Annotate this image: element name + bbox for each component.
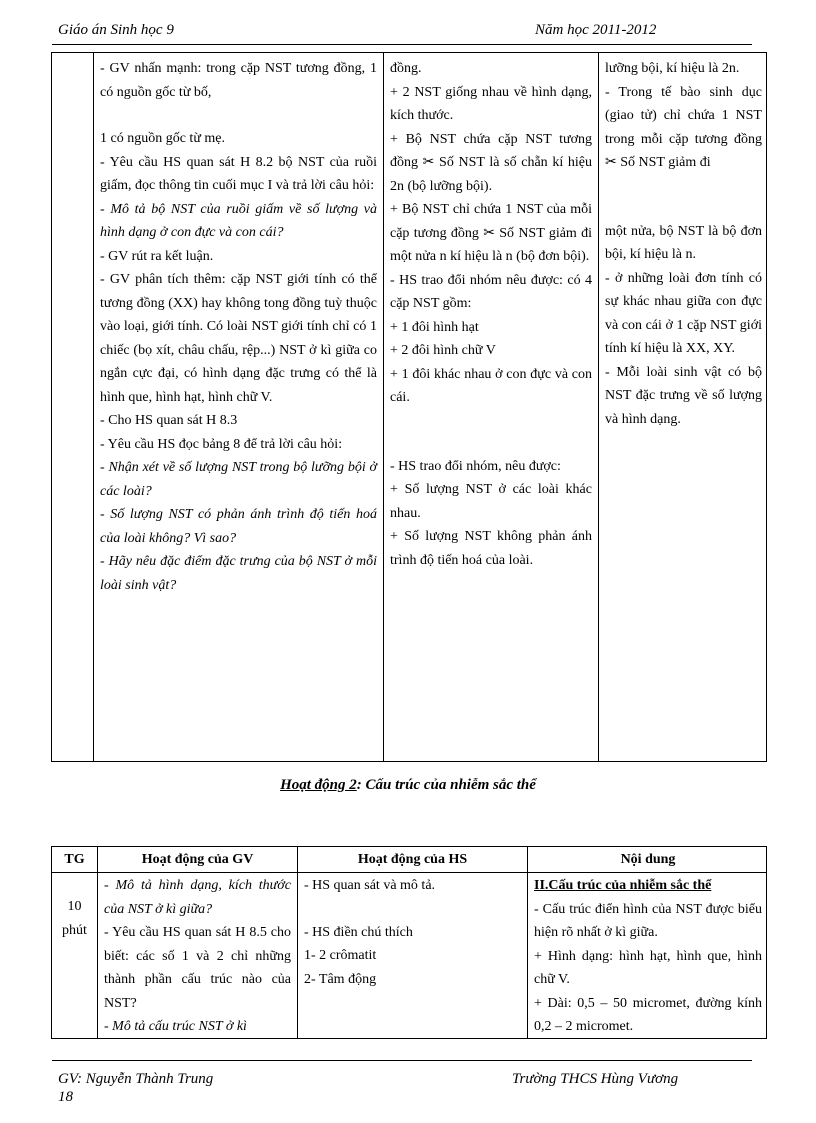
teacher-activity-column <box>94 53 384 761</box>
gv-text: - Cho HS quan sát H 8.3 <box>100 413 238 428</box>
header-hs: Hoạt động của HS <box>298 847 528 872</box>
nd-text: - ở những loài đơn tính có sự khác nhau giữa con đực và con cái ở 1 cặp NST giới tính kí hiệu là XX, XY. <box>605 270 762 356</box>
activity-2-table <box>51 846 767 1039</box>
header-school-year: Năm học 2011-2012 <box>535 22 657 38</box>
nd-cell <box>528 873 768 1038</box>
hs-text: + 2 NST giống nhau về hình dạng, kích thước. <box>390 84 592 123</box>
hs-cell <box>298 873 528 1038</box>
gv-text: - GV rút ra kết luận. <box>100 248 214 264</box>
nd-text: lưỡng bội, kí hiệu là 2n. <box>605 61 740 76</box>
hs-text: - HS điền chú thích <box>304 924 413 940</box>
nd-text: một nửa, bộ NST là bộ đơn bội, kí hiệu là n. <box>605 223 762 262</box>
page-header <box>52 20 752 45</box>
content-column <box>599 53 768 761</box>
hs-text: 2- Tâm động <box>304 971 377 987</box>
hs-text: + 1 đôi hình hạt <box>390 319 479 335</box>
tg-cell <box>52 873 98 1038</box>
lesson-table-continued <box>51 52 767 762</box>
section-heading: II.Cấu trúc của nhiễm sắc thể <box>534 878 712 893</box>
hs-text: + Bộ NST chỉ chứa 1 NST của mỗi cặp tương đồng ✂ Số NST giảm đi một nửa n kí hiệu là n (bộ đơn bội). <box>390 202 592 264</box>
hs-text: 1- 2 crômatit <box>304 948 377 963</box>
table-header-row <box>52 847 766 873</box>
nd-text: + Dài: 0,5 – 50 micromet, đường kính 0,2 – 2 micromet. <box>534 995 762 1034</box>
hs-text: - HS quan sát và mô tả. <box>304 878 436 893</box>
hs-text: + Số lượng NST ở các loài khác nhau. <box>390 482 592 521</box>
activity-2-name: : Cấu trúc của nhiễm sắc thể <box>356 777 536 793</box>
tg-value: 10 <box>67 899 82 914</box>
header-gv: Hoạt động của GV <box>98 847 298 872</box>
page-footer <box>52 1060 752 1087</box>
nd-text: - Mỗi loài sinh vật có bộ NST đặc trưng về số lượng và hình dạng. <box>605 364 762 427</box>
hs-text: + Bộ NST chứa cặp NST tương đồng ✂ Số NST là số chẵn kí hiệu 2n (bộ lưỡng bội). <box>390 131 592 194</box>
activity-2-title <box>0 777 816 794</box>
hs-text: - HS trao đổi nhóm, nêu được: <box>390 458 561 474</box>
gv-text: - Yêu cầu HS đọc bảng 8 để trả lời câu hỏi: <box>100 436 343 452</box>
nd-text: - Trong tế bào sinh dục (giao tử) chỉ chứa 1 NST trong mỗi cặp tương đồng ✂ Số NST giảm đi <box>605 84 762 170</box>
nd-text: - Cấu trúc điển hình của NST được biểu hiện rõ nhất ở kì giữa. <box>534 901 762 940</box>
page-number: 18 <box>58 1089 73 1105</box>
header-tg: TG <box>52 847 98 872</box>
gv-text: - GV nhấn mạnh: trong cặp NST tương đồng, 1 có nguồn gốc từ bố, <box>100 61 377 100</box>
header-subject: Giáo án Sinh học 9 <box>58 22 174 38</box>
hs-text: + 1 đôi khác nhau ở con đực và con cái. <box>390 366 592 405</box>
hs-text: - HS trao đổi nhóm nêu được: có 4 cặp NST gồm: <box>390 272 592 311</box>
student-activity-column <box>384 53 599 761</box>
gv-text: - GV phân tích thêm: cặp NST giới tính có thể tương đồng (XX) hay không tong đồng tuỳ thuộc vào loại, giới tính. Có loài NST giới tính chỉ có 1 chiếc (bọ xít, châu chấu, rệp...) NST ở kì giữa co ngắn cực đại, có hình dạng đặc trưng có thể là hình que, hình hạt, hình chữ V. <box>100 272 377 405</box>
gv-text: 1 có nguồn gốc từ mẹ. <box>100 131 226 146</box>
gv-text: - Yêu cầu HS quan sát H 8.5 cho biết: các số 1 và 2 chỉ những thành phần cấu trúc nào của NST? <box>104 925 291 1011</box>
footer-school: Trường THCS Hùng Vương <box>512 1071 679 1087</box>
table-body-row <box>52 873 766 1038</box>
gv-question: - Mô tả bộ NST của ruồi giấm về số lượng và hình dạng ở con đực và con cái? <box>100 201 377 240</box>
hs-text: + Số lượng NST không phản ánh trình độ tiến hoá của loài. <box>390 529 592 568</box>
gv-text: - Yêu cầu HS quan sát H 8.2 bộ NST của ruồi giấm, đọc thông tin cuối mục I và trả lời câu hỏi: <box>100 154 377 193</box>
gv-question: - Hãy nêu đặc điểm đặc trưng của bộ NST ở mỗi loài sinh vật? <box>100 554 377 593</box>
footer-teacher: GV: Nguyễn Thành Trung <box>58 1071 214 1087</box>
gv-question: - Số lượng NST có phản ánh trình độ tiến hoá của loài không? Vì sao? <box>100 507 377 546</box>
gv-cell <box>98 873 298 1038</box>
gv-question: - Mô tả hình dạng, kích thước của NST ở kì giữa? <box>104 878 291 917</box>
activity-2-label: Hoạt động 2 <box>280 777 357 793</box>
header-nd: Nội dung <box>620 852 676 867</box>
gv-question: - Mô tả cấu trúc NST ở kì <box>104 1019 247 1034</box>
nd-text: + Hình dạng: hình hạt, hình que, hình chữ V. <box>534 948 762 987</box>
hs-text: + 2 đôi hình chữ V <box>390 343 496 358</box>
tg-unit: phút <box>62 922 87 938</box>
hs-text: đồng. <box>390 61 422 76</box>
gv-question: - Nhận xét về số lượng NST trong bộ lưỡng bội ở các loài? <box>100 460 377 499</box>
time-column <box>52 53 94 761</box>
